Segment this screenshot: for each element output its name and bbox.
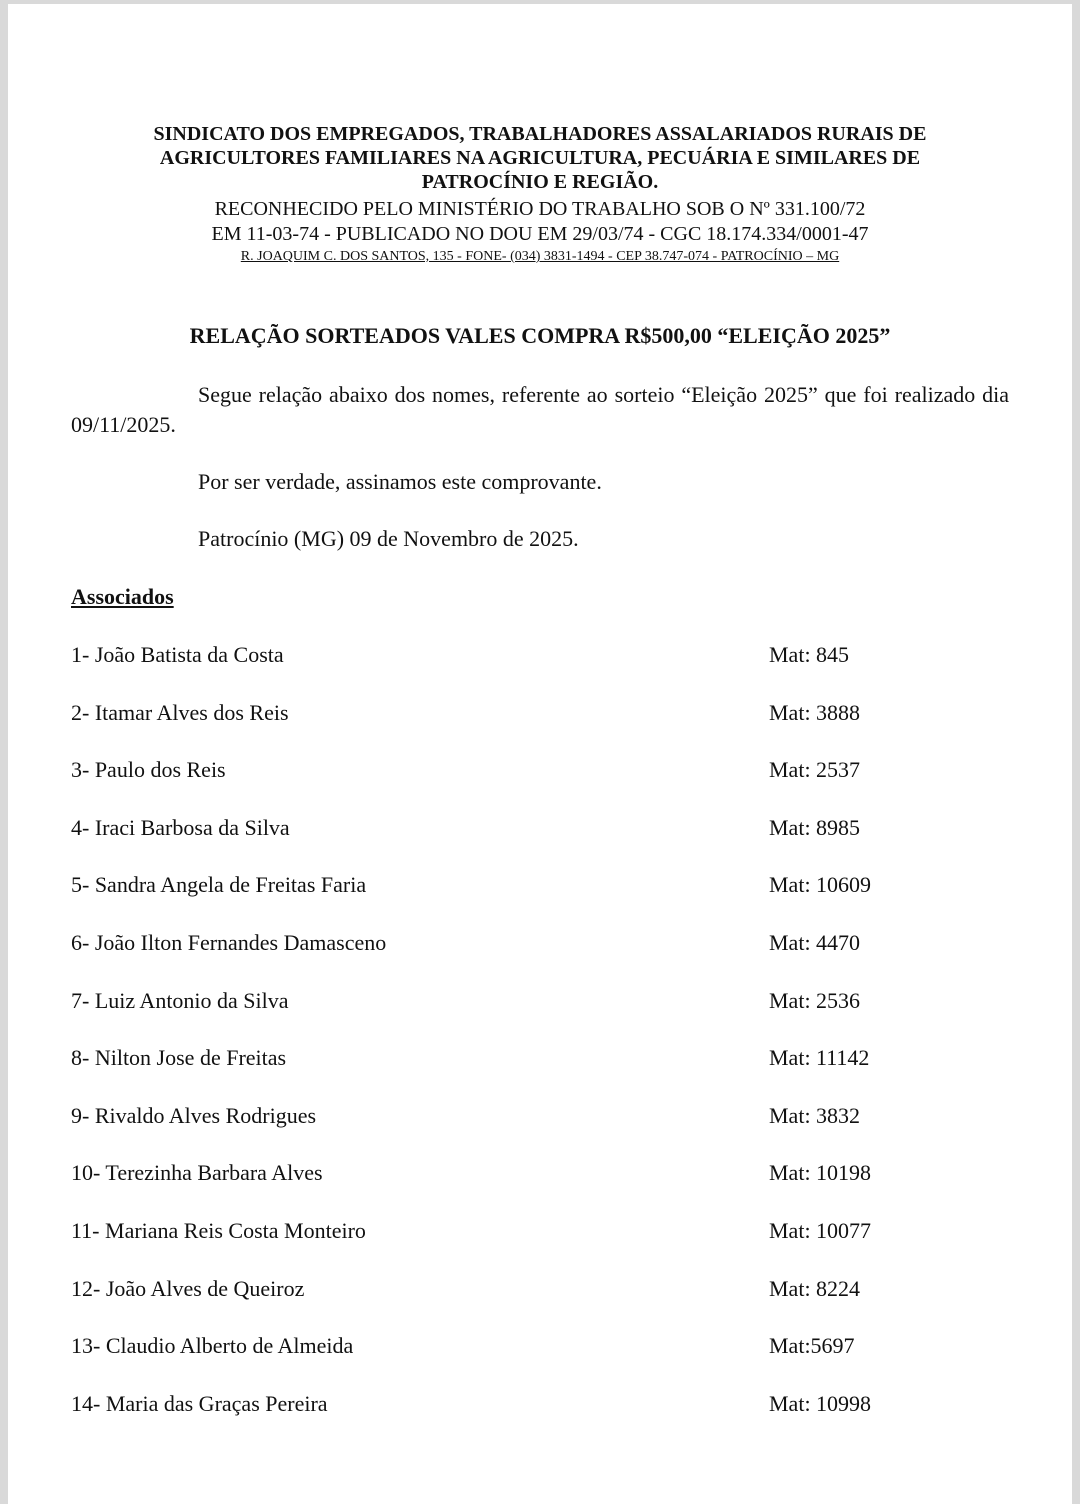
winner-registration: Mat: 8985 (769, 814, 861, 840)
winner-registration: Mat: 2536 (769, 987, 861, 1013)
winner-name: 10- Terezinha Barbara Alves (71, 1160, 323, 1186)
list-item (71, 755, 1021, 813)
winner-registration: Mat: 10077 (769, 1217, 872, 1243)
winner-registration: Mat: 10198 (769, 1160, 872, 1186)
list-item (71, 1158, 1021, 1216)
winner-registration: Mat: 11142 (769, 1045, 870, 1071)
list-item (71, 928, 1021, 986)
document-page (8, 4, 1072, 1504)
list-item (71, 1331, 1021, 1389)
address-text: R. JOAQUIM C. DOS SANTOS, 135 - FONE- (034) 3831-1494 - CEP 38.747-074 - PATROCÍNIO – MG (240, 249, 840, 264)
winner-name: 9- Rivaldo Alves Rodrigues (71, 1102, 317, 1128)
winner-name: 7- Luiz Antonio da Silva (71, 987, 289, 1013)
winner-registration: Mat: 4470 (769, 929, 861, 955)
winner-name: 1- João Batista da Costa (71, 642, 284, 667)
winner-name: 14- Maria das Graças Pereira (71, 1390, 328, 1416)
winner-registration: Mat: 2537 (769, 757, 861, 783)
list-item (71, 1389, 1021, 1447)
union-name-line-2: AGRICULTORES FAMILIARES NA AGRICULTURA, PECUÁRIA E SIMILARES DE (159, 147, 921, 169)
winner-name: 4- Iraci Barbosa da Silva (71, 814, 290, 840)
list-item (71, 1216, 1021, 1274)
winner-name: 12- João Alves de Queiroz (71, 1275, 305, 1301)
winner-name: 6- João Ilton Fernandes Damasceno (71, 929, 387, 955)
winner-registration: Mat: 10998 (769, 1390, 872, 1416)
winners-list (71, 640, 1021, 1446)
list-item (71, 1274, 1021, 1332)
winner-name: 5- Sandra Angela de Freitas Faria (71, 872, 367, 898)
winner-registration: Mat: 845 (769, 642, 850, 667)
winner-name: 3- Paulo dos Reis (71, 757, 226, 783)
union-name-line-3: PATROCÍNIO E REGIÃO. (421, 171, 659, 193)
list-item (71, 986, 1021, 1044)
winner-name: 2- Itamar Alves dos Reis (71, 699, 289, 725)
winner-registration: Mat: 10609 (769, 872, 872, 898)
list-item (71, 698, 1021, 756)
winner-name: 11- Mariana Reis Costa Monteiro (71, 1217, 366, 1243)
document-title: RELAÇÃO SORTEADOS VALES COMPRA R$500,00 “ELEIÇÃO 2025” (189, 323, 891, 348)
winner-registration: Mat: 8224 (769, 1275, 861, 1301)
list-item (71, 813, 1021, 871)
section-title: Associados (71, 584, 174, 609)
winner-registration: Mat:5697 (769, 1333, 855, 1359)
winner-registration: Mat: 3832 (769, 1102, 861, 1128)
publication-line: EM 11-03-74 - PUBLICADO NO DOU EM 29/03/74 - CGC 18.174.334/0001-47 (211, 223, 869, 245)
list-item (71, 1043, 1021, 1101)
recognition-line: RECONHECIDO PELO MINISTÉRIO DO TRABALHO SOB O Nº 331.100/72 (214, 198, 866, 220)
list-item (71, 1101, 1021, 1159)
winner-name: 13- Claudio Alberto de Almeida (71, 1333, 354, 1359)
place-date-line: Patrocínio (MG) 09 de Novembro de 2025. (198, 526, 579, 551)
statement-line: Por ser verdade, assinamos este comprovante. (198, 469, 602, 494)
list-item (71, 640, 1021, 698)
intro-paragraph: Segue relação abaixo dos nomes, referente ao sorteio “Eleição 2025” que foi realizado dia 09/11/2025. (71, 382, 1009, 437)
address-line (8, 248, 1072, 266)
union-name-line-1: SINDICATO DOS EMPREGADOS, TRABALHADORES ASSALARIADOS RURAIS DE (153, 123, 927, 145)
list-item (71, 870, 1021, 928)
winner-registration: Mat: 3888 (769, 699, 861, 725)
winner-name: 8- Nilton Jose de Freitas (71, 1045, 287, 1071)
